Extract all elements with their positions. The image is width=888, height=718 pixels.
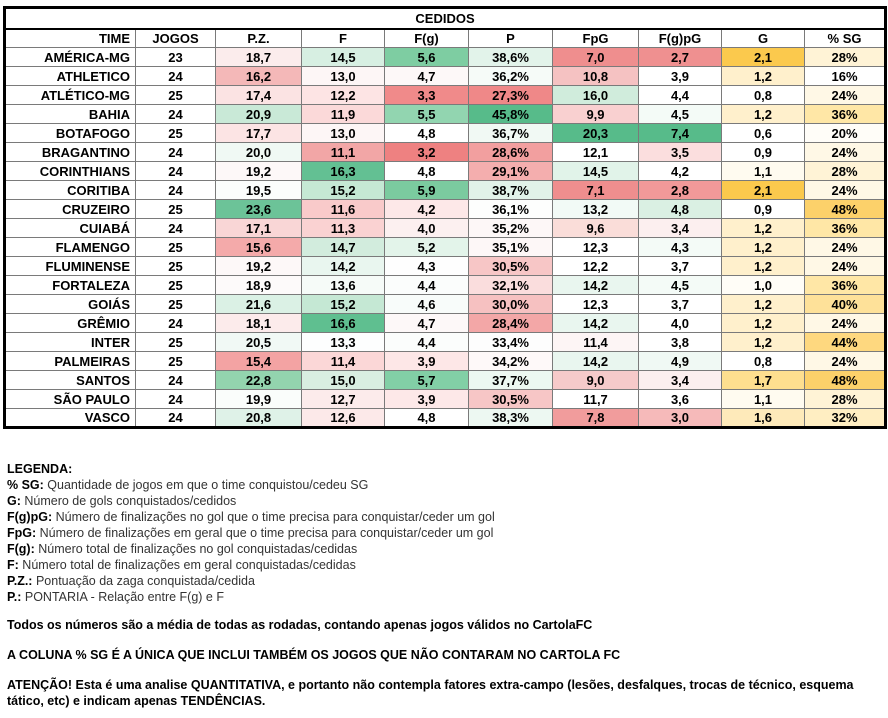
stat-cell: 25 [136,333,216,352]
legend-item [7,477,883,493]
stat-cell: 2,1 [722,181,805,200]
stat-cell: 16,2 [216,67,302,86]
stat-cell: 15,0 [302,371,385,390]
stat-cell: 38,6% [469,48,553,67]
column-header: % SG [805,29,886,48]
team-name: INTER [5,333,136,352]
legend-term: G: [7,494,21,508]
table-row [5,86,886,105]
stat-cell: 35,1% [469,238,553,257]
stat-cell: 29,1% [469,162,553,181]
stat-cell: 24 [136,314,216,333]
stat-cell: 0,8 [722,86,805,105]
stat-cell: 24% [805,314,886,333]
table-row [5,409,886,428]
stat-cell: 4,5 [639,105,722,124]
column-header: FpG [553,29,639,48]
table-row [5,143,886,162]
stat-cell: 3,0 [639,409,722,428]
stat-cell: 35,2% [469,219,553,238]
team-name: BRAGANTINO [5,143,136,162]
stat-cell: 36,7% [469,124,553,143]
stat-cell: 48% [805,371,886,390]
stat-cell: 9,0 [553,371,639,390]
team-name: FLUMINENSE [5,257,136,276]
stat-cell: 0,9 [722,143,805,162]
stat-cell: 24% [805,181,886,200]
stat-cell: 4,4 [639,86,722,105]
stat-cell: 36% [805,219,886,238]
stat-cell: 14,2 [553,352,639,371]
team-name: FORTALEZA [5,276,136,295]
stat-cell: 38,7% [469,181,553,200]
column-header: P [469,29,553,48]
stat-cell: 2,1 [722,48,805,67]
stat-cell: 11,7 [553,390,639,409]
stat-cell: 3,5 [639,143,722,162]
stat-cell: 4,3 [639,238,722,257]
stat-cell: 24% [805,238,886,257]
table-row [5,124,886,143]
stat-cell: 11,4 [302,352,385,371]
stat-cell: 3,8 [639,333,722,352]
stat-cell: 19,2 [216,257,302,276]
stat-cell: 11,9 [302,105,385,124]
stat-cell: 20,0 [216,143,302,162]
legend-desc: Quantidade de jogos em que o time conquistou/cedeu SG [47,478,369,492]
legend-desc: Número total de finalizações em geral conquistadas/cedidas [22,558,356,572]
stat-cell: 4,6 [385,295,469,314]
stat-cell: 12,2 [302,86,385,105]
stat-cell: 4,5 [639,276,722,295]
legend-term: F(g): [7,542,35,556]
header-row [5,29,886,48]
stat-cell: 34,2% [469,352,553,371]
stat-cell: 4,8 [385,162,469,181]
stat-cell: 24 [136,181,216,200]
stat-cell: 4,8 [639,200,722,219]
stat-cell: 4,2 [639,162,722,181]
team-name: CORITIBA [5,181,136,200]
column-header: TIME [5,29,136,48]
stat-cell: 17,7 [216,124,302,143]
stat-cell: 38,3% [469,409,553,428]
legend-term: FpG: [7,526,37,540]
team-name: ATLÉTICO-MG [5,86,136,105]
legend [7,461,883,709]
stat-cell: 5,2 [385,238,469,257]
team-name: GRÊMIO [5,314,136,333]
stat-cell: 44% [805,333,886,352]
stat-cell: 45,8% [469,105,553,124]
legend-item [7,525,883,541]
stat-cell: 20,9 [216,105,302,124]
stat-cell: 3,3 [385,86,469,105]
column-header: G [722,29,805,48]
stat-cell: 24% [805,352,886,371]
stat-cell: 3,7 [639,295,722,314]
stat-cell: 20,3 [553,124,639,143]
stat-cell: 1,2 [722,257,805,276]
stat-cell: 4,2 [385,200,469,219]
stat-cell: 10,8 [553,67,639,86]
note-sg-column: A COLUNA % SG É A ÚNICA QUE INCLUI TAMBÉM OS JOGOS QUE NÃO CONTARAM NO CARTOLA FC [7,648,621,662]
stat-cell: 2,7 [639,48,722,67]
stat-cell: 1,2 [722,105,805,124]
table-row [5,48,886,67]
stat-cell: 3,2 [385,143,469,162]
stat-cell: 24 [136,105,216,124]
stat-cell: 25 [136,200,216,219]
legend-item [7,557,883,573]
stat-cell: 24 [136,390,216,409]
stat-cell: 24 [136,409,216,428]
stat-cell: 7,4 [639,124,722,143]
team-name: PALMEIRAS [5,352,136,371]
stat-cell: 11,6 [302,200,385,219]
stat-cell: 5,9 [385,181,469,200]
stat-cell: 16,0 [553,86,639,105]
stat-cell: 48% [805,200,886,219]
stat-cell: 3,9 [639,67,722,86]
stat-cell: 19,9 [216,390,302,409]
stat-cell: 4,0 [385,219,469,238]
legend-term: P.Z.: [7,574,33,588]
stat-cell: 24 [136,67,216,86]
stat-cell: 5,5 [385,105,469,124]
stat-cell: 5,7 [385,371,469,390]
stat-cell: 3,9 [385,352,469,371]
stat-cell: 1,2 [722,295,805,314]
stat-cell: 28,6% [469,143,553,162]
stat-cell: 4,4 [385,276,469,295]
stat-cell: 24 [136,162,216,181]
stat-cell: 30,5% [469,390,553,409]
stat-cell: 0,8 [722,352,805,371]
team-name: CORINTHIANS [5,162,136,181]
stat-cell: 1,1 [722,162,805,181]
stat-cell: 36% [805,276,886,295]
stat-cell: 36% [805,105,886,124]
stat-cell: 13,2 [553,200,639,219]
team-name: SÃO PAULO [5,390,136,409]
stat-cell: 24% [805,86,886,105]
stat-cell: 36,1% [469,200,553,219]
stat-cell: 15,6 [216,238,302,257]
stat-cell: 1,1 [722,390,805,409]
stat-cell: 33,4% [469,333,553,352]
stat-cell: 15,4 [216,352,302,371]
stat-cell: 12,1 [553,143,639,162]
stat-cell: 25 [136,352,216,371]
table-row [5,238,886,257]
note-warning: ATENÇÃO! Esta é uma analise QUANTITATIVA, e portanto não contempla fatores extra-campo (lesões, desfalques, trocas de técnico, esquema tático, etc) e indicam apenas TENDÊNCIAS. [7,678,854,708]
stat-cell: 16% [805,67,886,86]
stat-cell: 25 [136,124,216,143]
table-row [5,67,886,86]
stat-cell: 4,7 [385,67,469,86]
table-row [5,295,886,314]
stat-cell: 40% [805,295,886,314]
stat-cell: 28% [805,48,886,67]
stat-cell: 25 [136,257,216,276]
stat-cell: 7,8 [553,409,639,428]
stat-cell: 13,3 [302,333,385,352]
stat-cell: 4,7 [385,314,469,333]
legend-term: P.: [7,590,22,604]
stat-cell: 0,6 [722,124,805,143]
table-row [5,352,886,371]
stat-cell: 1,2 [722,219,805,238]
stat-cell: 16,6 [302,314,385,333]
stat-cell: 25 [136,276,216,295]
table-row [5,181,886,200]
stat-cell: 20% [805,124,886,143]
team-name: SANTOS [5,371,136,390]
stat-cell: 25 [136,86,216,105]
stat-cell: 7,0 [553,48,639,67]
stat-cell: 37,7% [469,371,553,390]
stat-cell: 1,2 [722,67,805,86]
stat-cell: 17,1 [216,219,302,238]
stat-cell: 15,2 [302,181,385,200]
column-header: F [302,29,385,48]
stat-cell: 4,0 [639,314,722,333]
stat-cell: 20,5 [216,333,302,352]
stat-cell: 3,4 [639,371,722,390]
legend-desc: Número de finalizações no gol que o time precisa para conquistar/ceder um gol [55,510,495,524]
stat-cell: 1,2 [722,314,805,333]
team-name: BAHIA [5,105,136,124]
team-name: CUIABÁ [5,219,136,238]
stat-cell: 3,6 [639,390,722,409]
team-name: VASCO [5,409,136,428]
stat-cell: 11,1 [302,143,385,162]
table-row [5,257,886,276]
team-name: CRUZEIRO [5,200,136,219]
table-title: CEDIDOS [5,8,886,29]
stat-cell: 18,7 [216,48,302,67]
team-name: FLAMENGO [5,238,136,257]
stat-cell: 18,9 [216,276,302,295]
legend-item [7,541,883,557]
legend-desc: Pontuação da zaga conquistada/cedida [35,574,255,588]
stat-cell: 7,1 [553,181,639,200]
stat-cell: 28,4% [469,314,553,333]
stat-cell: 13,6 [302,276,385,295]
stat-cell: 21,6 [216,295,302,314]
table-row [5,371,886,390]
stat-cell: 14,5 [553,162,639,181]
stat-cell: 4,3 [385,257,469,276]
column-header: F(g)pG [639,29,722,48]
stat-cell: 1,6 [722,409,805,428]
legend-desc: PONTARIA - Relação entre F(g) e F [24,590,224,604]
team-name: GOIÁS [5,295,136,314]
stat-cell: 12,6 [302,409,385,428]
stat-cell: 3,4 [639,219,722,238]
stat-cell: 24 [136,219,216,238]
legend-item [7,589,883,605]
stat-cell: 13,0 [302,124,385,143]
stat-cell: 36,2% [469,67,553,86]
stat-cell: 5,6 [385,48,469,67]
table-row [5,162,886,181]
stat-cell: 1,2 [722,333,805,352]
stat-cell: 14,7 [302,238,385,257]
team-name: BOTAFOGO [5,124,136,143]
stat-cell: 1,2 [722,238,805,257]
stat-cell: 9,6 [553,219,639,238]
table-row [5,314,886,333]
stat-cell: 11,3 [302,219,385,238]
stat-cell: 25 [136,238,216,257]
legend-term: F: [7,558,19,572]
stats-table [3,6,887,429]
stat-cell: 25 [136,295,216,314]
stat-cell: 20,8 [216,409,302,428]
stat-cell: 19,5 [216,181,302,200]
legend-term: F(g)pG: [7,510,53,524]
stat-cell: 12,2 [553,257,639,276]
legend-desc: Número de finalizações em geral que o time precisa para conquistar/ceder um gol [39,526,494,540]
stat-cell: 1,7 [722,371,805,390]
stat-cell: 4,8 [385,124,469,143]
legend-item [7,509,883,525]
stat-cell: 14,2 [553,276,639,295]
stat-cell: 17,4 [216,86,302,105]
legend-desc: Número total de finalizações no gol conquistadas/cedidas [38,542,358,556]
legend-items [7,477,883,605]
stat-cell: 28% [805,390,886,409]
stat-cell: 27,3% [469,86,553,105]
table-row [5,219,886,238]
table-row [5,200,886,219]
stat-cell: 18,1 [216,314,302,333]
stat-cell: 23,6 [216,200,302,219]
stat-cell: 32,1% [469,276,553,295]
legend-item [7,493,883,509]
team-name: ATHLETICO [5,67,136,86]
stat-cell: 2,8 [639,181,722,200]
table-row [5,390,886,409]
legend-term: % SG: [7,478,44,492]
stat-cell: 4,9 [639,352,722,371]
column-header: F(g) [385,29,469,48]
stat-cell: 3,7 [639,257,722,276]
stat-cell: 3,9 [385,390,469,409]
stat-cell: 24% [805,143,886,162]
stat-cell: 24 [136,143,216,162]
stat-cell: 12,7 [302,390,385,409]
stat-cell: 12,3 [553,295,639,314]
stat-cell: 9,9 [553,105,639,124]
legend-title: LEGENDA: [7,462,73,476]
stat-cell: 16,3 [302,162,385,181]
stat-cell: 22,8 [216,371,302,390]
stat-cell: 14,5 [302,48,385,67]
legend-desc: Número de gols conquistados/cedidos [24,494,237,508]
stat-cell: 24 [136,371,216,390]
stat-cell: 4,8 [385,409,469,428]
table-row [5,105,886,124]
stat-cell: 15,2 [302,295,385,314]
table-row [5,333,886,352]
stat-cell: 14,2 [302,257,385,276]
stat-cell: 30,0% [469,295,553,314]
stat-cell: 0,9 [722,200,805,219]
stat-cell: 30,5% [469,257,553,276]
stat-cell: 11,4 [553,333,639,352]
stat-cell: 32% [805,409,886,428]
stat-cell: 13,0 [302,67,385,86]
stat-cell: 14,2 [553,314,639,333]
table-row [5,276,886,295]
stat-cell: 24% [805,257,886,276]
stat-cell: 4,4 [385,333,469,352]
stat-cell: 12,3 [553,238,639,257]
stat-cell: 19,2 [216,162,302,181]
stat-cell: 23 [136,48,216,67]
stat-cell: 28% [805,162,886,181]
legend-item [7,573,883,589]
note-averages: Todos os números são a média de todas as rodadas, contando apenas jogos válidos no CartolaFC [7,618,593,632]
column-header: JOGOS [136,29,216,48]
team-name: AMÉRICA-MG [5,48,136,67]
stat-cell: 1,0 [722,276,805,295]
column-header: P.Z. [216,29,302,48]
